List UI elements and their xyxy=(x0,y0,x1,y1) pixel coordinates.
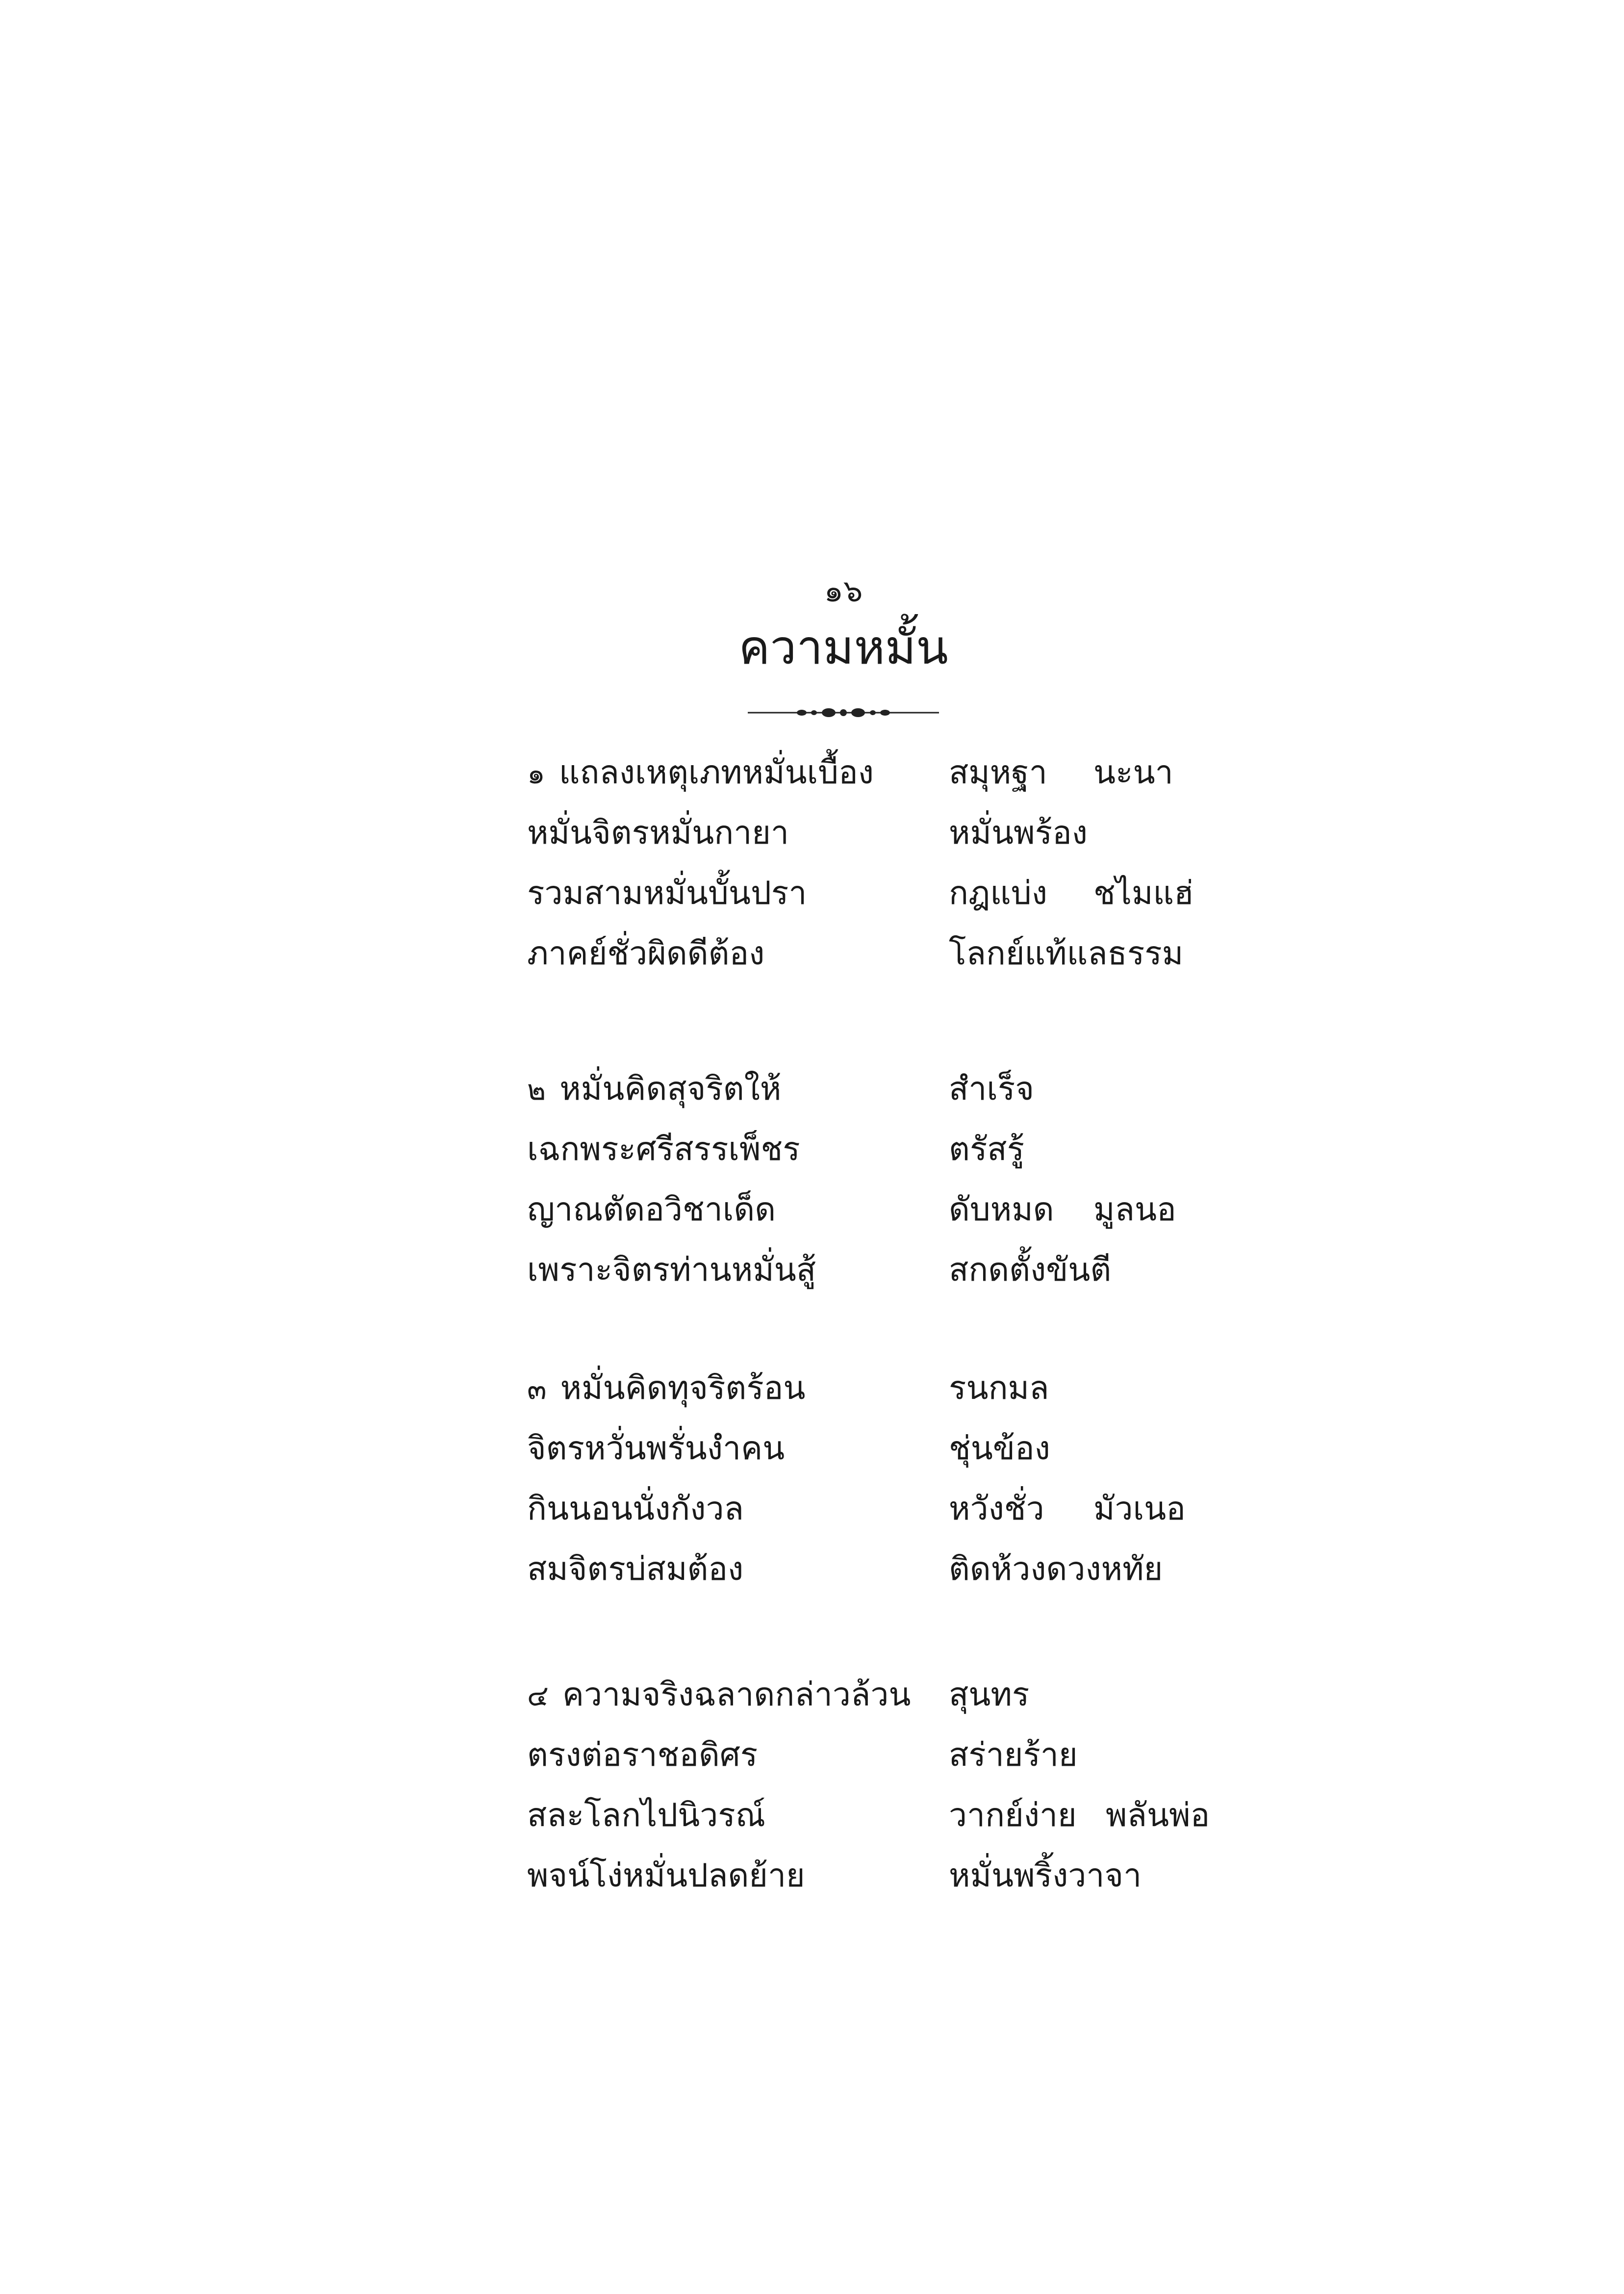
verse-first-half: จิตรหวั่นพรั่นงำคน xyxy=(527,1429,785,1467)
verse-suffix: มูลนอ xyxy=(1093,1190,1176,1228)
verse-first-half: ญาณตัดอวิชาเด็ด xyxy=(527,1190,776,1228)
verse-line xyxy=(527,929,1292,989)
verse-line xyxy=(527,1545,1292,1605)
verse-first-half: พจน์โง่หมั่นปลดย้าย xyxy=(527,1856,805,1894)
verse-second-half: หมั่นพร้อง xyxy=(949,814,1088,851)
verse-second-half: สมุหฐา xyxy=(949,753,1047,791)
verse-second-half: หมั่นพริ้งวาจา xyxy=(949,1856,1142,1894)
verse-first-half: หมั่นคิดสุจริตให้ xyxy=(559,1070,782,1108)
verse-line xyxy=(527,1125,1292,1185)
stanza-number: ๓ xyxy=(527,1372,547,1406)
verse-first-half: รวมสามหมั่นบั้นปรา xyxy=(527,874,807,912)
stanza-3 xyxy=(527,1364,1292,1605)
verse-second-half: ชุ่นข้อง xyxy=(949,1429,1050,1467)
verse-line xyxy=(527,1185,1292,1245)
verse-suffix: พลันพ่อ xyxy=(1106,1796,1210,1834)
verse-first-half: ตรงต่อราชอดิศร xyxy=(527,1736,758,1774)
stanza-4 xyxy=(527,1670,1292,1911)
verse-second-half: สร่ายร้าย xyxy=(949,1736,1078,1774)
verse-first-half: ภาคย์ชั่วผิดดีต้อง xyxy=(527,934,765,972)
verse-suffix: ชไมแฮ่ xyxy=(1093,874,1194,912)
verse-line xyxy=(527,1670,1292,1730)
page-title: ความหมั้น xyxy=(738,620,948,675)
verse-second-half: หวังชั่ว xyxy=(949,1490,1044,1527)
verse-line xyxy=(527,748,1292,808)
verse-first-half: เพราะจิตรท่านหมั่นสู้ xyxy=(527,1251,816,1289)
stanza-1 xyxy=(527,748,1292,989)
verse-first-half: สมจิตรบ่สมต้อง xyxy=(527,1550,744,1588)
verse-second-half: กฎแบ่ง xyxy=(949,874,1047,912)
verse-first-half: ความจริงฉลาดกล่าวล้วน xyxy=(562,1675,911,1713)
verse-second-half: ดับหมด xyxy=(949,1190,1054,1228)
verse-suffix: นะนา xyxy=(1093,753,1173,791)
verse-line xyxy=(527,808,1292,869)
verse-second-half: สุนทร xyxy=(949,1675,1030,1713)
verse-line xyxy=(527,1484,1292,1545)
verse-second-half: สกดตั้งขันตี xyxy=(949,1251,1112,1289)
stanza-number: ๒ xyxy=(527,1073,546,1107)
verse-line xyxy=(527,1424,1292,1484)
verse-second-half: สำเร็จ xyxy=(949,1070,1035,1108)
verse-second-half: โลกย์แท้แลธรรม xyxy=(949,934,1184,972)
verse-line xyxy=(527,1730,1292,1791)
verse-first-half: สละโลกไปนิวรณ์ xyxy=(527,1796,765,1834)
verse-first-half: หมั่นคิดทุจริตร้อน xyxy=(560,1369,806,1407)
stanza-number: ๑ xyxy=(527,757,545,790)
title-ornament xyxy=(748,705,939,720)
verse-second-half: ตรัสรู้ xyxy=(949,1130,1025,1168)
verse-first-half: แถลงเหตุเภทหมั่นเบื้อง xyxy=(558,753,874,791)
verse-line xyxy=(527,1245,1292,1306)
verse-suffix: มัวเนอ xyxy=(1093,1490,1186,1527)
verse-first-half: หมั่นจิตรหมั่นกายา xyxy=(527,814,789,851)
verse-second-half: วากย์ง่าย xyxy=(949,1796,1077,1834)
stanza-2 xyxy=(527,1064,1292,1306)
verse-line xyxy=(527,1364,1292,1424)
verse-line xyxy=(527,1791,1292,1851)
verse-line xyxy=(527,1064,1292,1125)
verse-line xyxy=(527,1851,1292,1911)
verse-first-half: กินนอนนั่งกังวล xyxy=(527,1490,744,1527)
stanza-number: ๔ xyxy=(527,1679,549,1712)
verse-line xyxy=(527,869,1292,929)
page-number: ๑๖ xyxy=(824,573,863,609)
verse-first-half: เฉกพระศรีสรรเพ็ชร xyxy=(527,1130,800,1168)
verse-second-half: รนกมล xyxy=(949,1369,1049,1407)
verse-second-half: ติดห้วงดวงหทัย xyxy=(949,1550,1163,1588)
